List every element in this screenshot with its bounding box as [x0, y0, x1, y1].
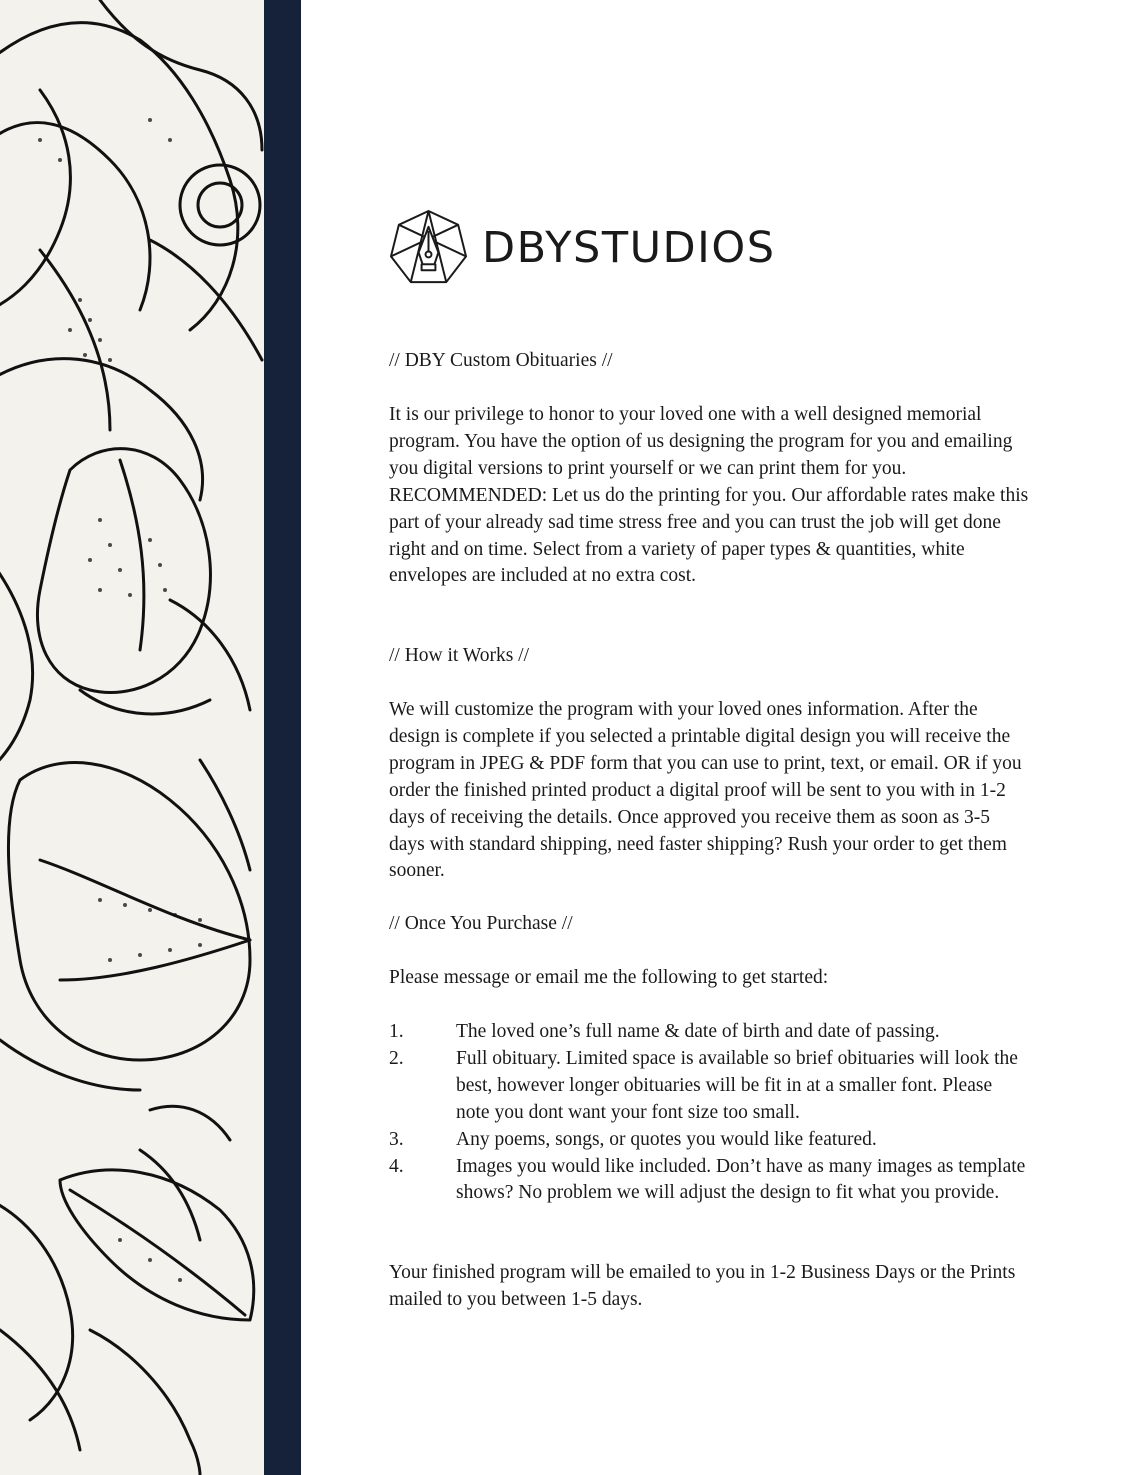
list-item-number: 2.	[389, 1047, 404, 1069]
section-body-how-it-works: We will customize the program with your loved ones information. After the design is complete if you selected a printable digital design you will receive the program in JPEG & PDF form that you can use to print, text, or email. OR if you order the finished printed product a digital proof will be sent to you with in 1-2 days of receiving the details. Once approved you receive them as soon as 3-5 days with standard shipping, need faster shipping? Rush your order to get them sooner.	[389, 699, 1022, 882]
list-item	[389, 1019, 1029, 1046]
requirements-list	[389, 1019, 1029, 1207]
section-body-custom-obituaries: It is our privilege to honor to your loved one with a well designed memorial program. You have the option of us designing the program for you and emailing you digital versions to print yourself or we can print them for you. RECOMMENDED: Let us do the printing for you. Our affordable rates make this part of your already sad time stress free and you can trust the job will get done right and on time. Select from a variety of paper types & quantities, white envelopes are included at no extra cost.	[389, 404, 1029, 587]
list-item-number: 1.	[389, 1021, 404, 1042]
floral-artwork	[0, 0, 264, 1475]
list-item	[389, 1046, 1029, 1127]
brand-name: DBYSTUDIOS	[482, 223, 776, 273]
section-intro-once-you-purchase: Please message or email me the following to get started:	[389, 967, 829, 988]
navy-divider-band	[264, 0, 301, 1475]
closing-note: Your finished program will be emailed to you in 1-2 Business Days or the Prints mailed to you between 1-5 days.	[389, 1262, 1016, 1310]
section-heading-custom-obituaries: // DBY Custom Obituaries //	[389, 350, 613, 371]
list-item-text: The loved one’s full name & date of birth and date of passing.	[456, 1021, 940, 1042]
brand-logo	[389, 208, 776, 288]
list-item-number: 4.	[389, 1155, 404, 1177]
section-heading-how-it-works: // How it Works //	[389, 645, 529, 666]
section-heading-once-you-purchase: // Once You Purchase //	[389, 913, 573, 934]
list-item-text: Full obituary. Limited space is available so brief obituaries will look the best, however longer obituaries will be fit in at a smaller font. Please note you dont want your font size too small.	[456, 1047, 1018, 1123]
list-item	[389, 1154, 1029, 1208]
list-item-number: 3.	[389, 1128, 404, 1150]
list-item-text: Images you would like included. Don’t have as many images as template shows? No problem we will adjust the design to fit what you provide.	[456, 1155, 1026, 1204]
list-item	[389, 1127, 1029, 1154]
floral-illustration	[0, 0, 264, 1475]
list-item-text: Any poems, songs, or quotes you would like featured.	[456, 1128, 877, 1150]
pen-nib-heptagon-icon	[389, 209, 468, 288]
